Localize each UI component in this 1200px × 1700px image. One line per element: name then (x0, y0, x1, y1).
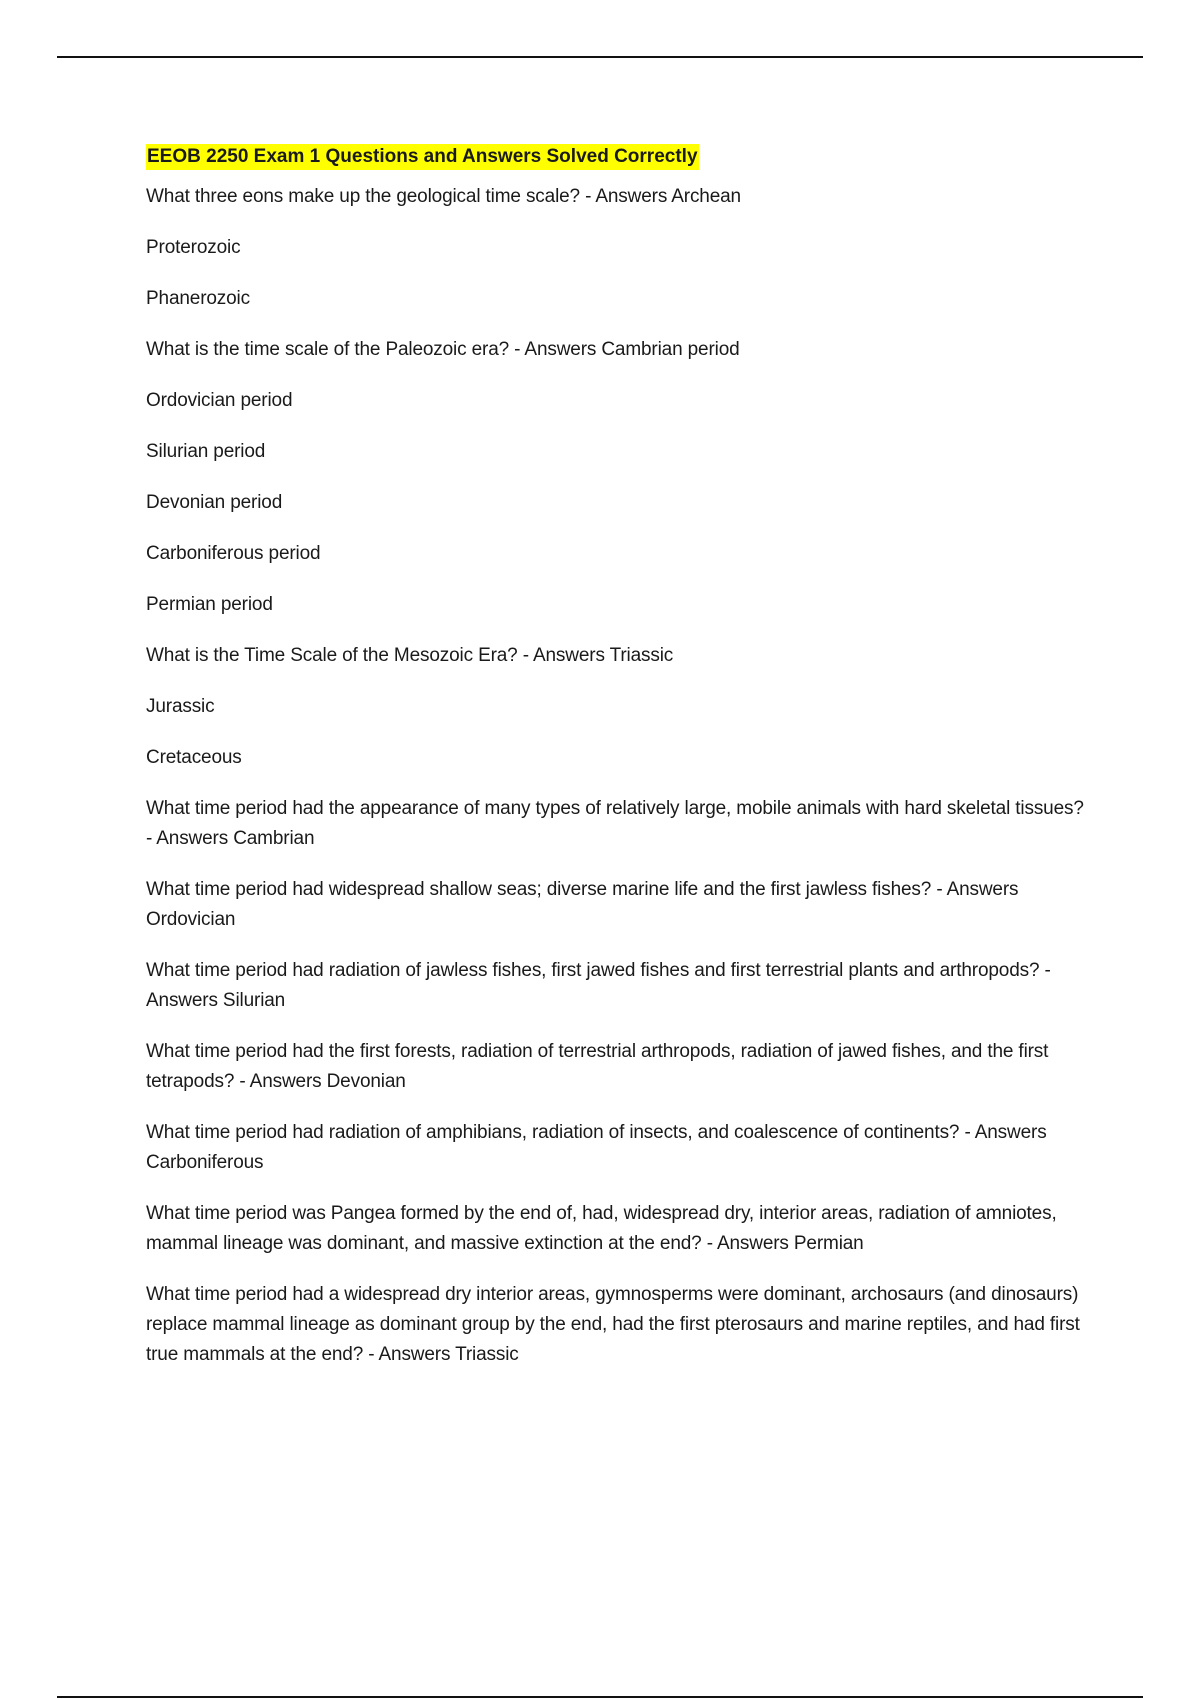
paragraph-carboniferous-question: What time period had radiation of amphibians, radiation of insects, and coalescence of continents? - Answers Carboniferous (146, 1122, 1047, 1173)
paragraph-paleozoic-question: What is the time scale of the Paleozoic era? - Answers Cambrian period (146, 339, 740, 360)
paragraph-permian-question: What time period was Pangea formed by the end of, had, widespread dry, interior areas, radiation of amniotes, mammal lineage was dominant, and massive extinction at the end? - Answers Permian (146, 1203, 1057, 1254)
paragraph-proterozoic: Proterozoic (146, 237, 241, 258)
paragraph-cretaceous: Cretaceous (146, 747, 242, 768)
paragraph-ordovician: Ordovician period (146, 390, 293, 411)
paragraph-carboniferous: Carboniferous period (146, 543, 321, 564)
paragraph-devonian: Devonian period (146, 492, 283, 513)
paragraph-mesozoic-question: What is the Time Scale of the Mesozoic Era? - Answers Triassic (146, 645, 674, 666)
document-body (146, 144, 1086, 1391)
paragraph-phanerozoic: Phanerozoic (146, 288, 250, 309)
paragraph-triassic-question: What time period had a widespread dry interior areas, gymnosperms were dominant, archosaurs (and dinosaurs) replace mammal lineage as dominant group by the end, had the first pterosaurs and marine reptiles, and had first true mammals at the end? - Answers Triassic (146, 1284, 1080, 1365)
top-rule (57, 56, 1143, 58)
document-title: EEOB 2250 Exam 1 Questions and Answers Solved Correctly (146, 144, 699, 170)
paragraph-jurassic: Jurassic (146, 696, 215, 717)
paragraph-silurian-question: What time period had radiation of jawless fishes, first jawed fishes and first terrestrial plants and arthropods? - Answers Silurian (146, 960, 1051, 1011)
bottom-rule (57, 1696, 1143, 1698)
paragraph-devonian-question: What time period had the first forests, radiation of terrestrial arthropods, radiation of jawed fishes, and the first tetrapods? - Answers Devonian (146, 1041, 1049, 1092)
paragraph-cambrian-question: What time period had the appearance of many types of relatively large, mobile animals with hard skeletal tissues? - Answers Cambrian (146, 798, 1084, 849)
paragraph-eons-question: What three eons make up the geological time scale? - Answers Archean (146, 186, 741, 207)
paragraph-ordovician-question: What time period had widespread shallow seas; diverse marine life and the first jawless fishes? - Answers Ordovician (146, 879, 1019, 930)
paragraph-permian: Permian period (146, 594, 273, 615)
paragraph-silurian: Silurian period (146, 441, 266, 462)
